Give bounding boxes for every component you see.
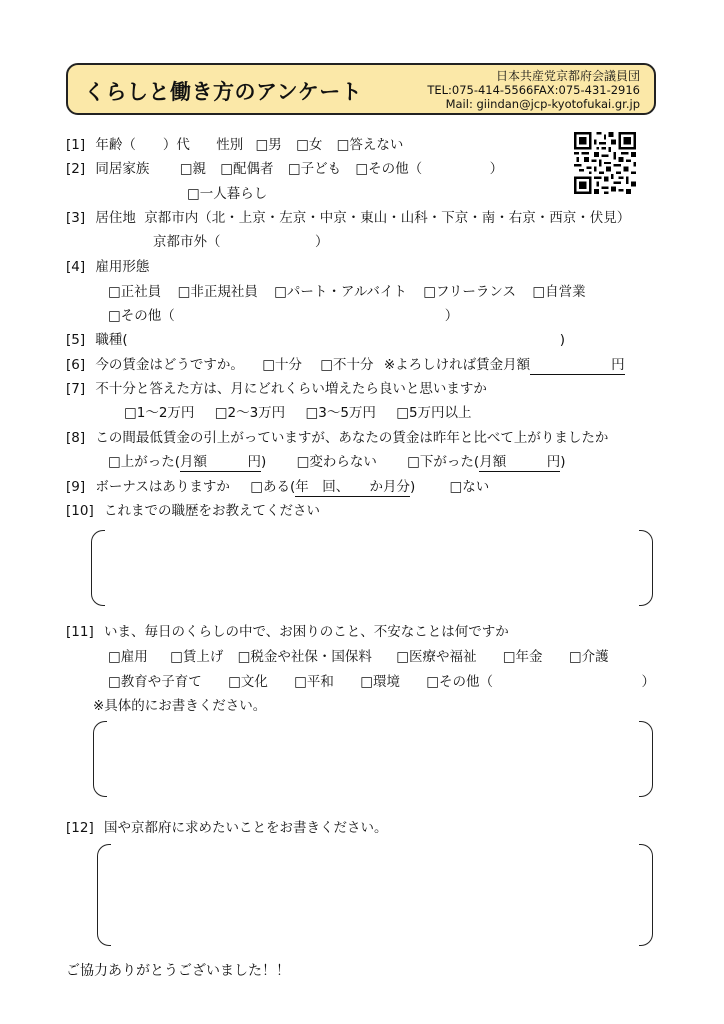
question-4: [66, 258, 149, 276]
question-number: [3]: [66, 210, 86, 226]
occupation-field[interactable]: 職種( ): [95, 332, 565, 348]
question-number: [5]: [66, 332, 86, 348]
concern-peace-checkbox[interactable]: □平和: [294, 674, 334, 690]
wage-up-checkbox[interactable]: □上がった(: [108, 454, 181, 470]
question-number: [2]: [66, 161, 86, 177]
paren: ): [560, 454, 566, 470]
wage-note: ※よろしければ賃金月額: [383, 357, 531, 373]
concern-pension-checkbox[interactable]: □年金: [502, 649, 543, 665]
question-11: [66, 623, 509, 641]
employment-regular-checkbox[interactable]: □正社員: [108, 284, 162, 300]
bracket-left: [93, 721, 107, 797]
question-label: 同居家族: [95, 161, 150, 177]
question-8: [66, 429, 608, 447]
employment-nonregular-checkbox[interactable]: □非正規社員: [177, 284, 258, 300]
wage-not-enough-checkbox[interactable]: □不十分: [320, 357, 374, 373]
concern-education-checkbox[interactable]: □教育や子育て: [108, 674, 202, 690]
gender-label: 性別: [216, 137, 244, 153]
bonus-yes-checkbox[interactable]: □ある(: [250, 479, 296, 495]
wage-down-checkbox[interactable]: □下がった(: [407, 454, 480, 470]
concern-care-checkbox[interactable]: □介護: [568, 649, 609, 665]
concern-culture-checkbox[interactable]: □文化: [228, 674, 268, 690]
question-number: [8]: [66, 430, 86, 446]
bonus-detail-field[interactable]: 年 回、 か月分: [295, 479, 410, 495]
bracket-left: [91, 530, 105, 606]
concern-options-row2: [108, 673, 655, 691]
question-number: [12]: [66, 820, 94, 836]
concern-details-textarea[interactable]: [93, 721, 653, 797]
question-number: [6]: [66, 357, 86, 373]
paren: ): [409, 479, 416, 495]
question-10: [66, 502, 320, 520]
concern-options-row1: [108, 648, 609, 666]
bracket-right: [639, 844, 653, 946]
gender-no-answer-checkbox[interactable]: □答えない: [336, 137, 404, 153]
concern-note: ※具体的にお書きください。: [93, 698, 267, 714]
bracket-right: [639, 721, 653, 797]
question-label: 居住地: [95, 210, 136, 226]
question-label: この間最低賃金の引上がっていますが、あなたの賃金は昨年と比べて上がりましたか: [95, 430, 609, 446]
question-label: 国や京都府に求めたいことをお書きください。: [104, 820, 388, 836]
question-number: [10]: [66, 503, 94, 519]
family-parent-checkbox[interactable]: □親: [179, 161, 206, 177]
employment-other-checkbox[interactable]: □その他（ ）: [108, 308, 459, 324]
question-label: いま、毎日のくらしの中で、お困りのこと、不安なことは何ですか: [104, 624, 509, 640]
bracket-left: [97, 844, 111, 946]
concern-medical-checkbox[interactable]: □医療や福祉: [396, 649, 477, 665]
question-number: [1]: [66, 137, 86, 153]
requests-textarea[interactable]: [97, 844, 653, 946]
gender-male-checkbox[interactable]: □男: [255, 137, 282, 153]
concern-environment-checkbox[interactable]: □環境: [360, 674, 400, 690]
question-3: [66, 209, 630, 227]
header-banner: [66, 63, 656, 115]
family-other-checkbox[interactable]: □その他（ ）: [355, 161, 504, 177]
employment-parttime-checkbox[interactable]: □パート・アルバイト: [274, 284, 407, 300]
residence-out-city-option[interactable]: 京都市外（ ）: [153, 234, 329, 250]
paren: ): [261, 454, 267, 470]
question-label: これまでの職歴をお教えてください: [104, 503, 321, 519]
question-9: [66, 478, 489, 497]
wage-change-options: [108, 453, 565, 472]
bracket-right: [639, 530, 653, 606]
wage-amount-field[interactable]: 円: [530, 357, 625, 373]
thanks-message: ご協力ありがとうございました！！: [66, 963, 290, 979]
question-12: [66, 819, 388, 837]
page-title: くらしと働き方のアンケート: [84, 80, 363, 104]
concern-tax-checkbox[interactable]: □税金や社保・国保料: [237, 649, 372, 665]
concern-wage-checkbox[interactable]: □賃上げ: [170, 649, 224, 665]
increase-3-5-checkbox[interactable]: □3～5万円: [305, 405, 376, 421]
gender-female-checkbox[interactable]: □女: [296, 137, 323, 153]
increase-5plus-checkbox[interactable]: □5万円以上: [396, 405, 472, 421]
increase-1-2-checkbox[interactable]: □1～2万円: [124, 405, 195, 421]
question-label: 雇用形態: [95, 259, 150, 275]
wage-up-amount-field[interactable]: 月額 円: [180, 454, 262, 470]
residence-in-city-option[interactable]: 京都市内（北・上京・左京・中京・東山・山科・下京・南・右京・西京・伏見）: [144, 210, 631, 226]
org-mail: Mail: giindan@jcp-kyotofukai.gr.jp: [445, 97, 640, 111]
question-6: [66, 356, 625, 375]
question-number: [7]: [66, 381, 86, 397]
org-tel-fax: TEL:075-414-5566FAX:075-431-2916: [427, 83, 640, 97]
employment-freelance-checkbox[interactable]: □フリーランス: [423, 284, 517, 300]
family-alone-checkbox[interactable]: □一人暮らし: [187, 186, 268, 202]
question-label: ボーナスはありますか: [95, 479, 230, 495]
bonus-no-checkbox[interactable]: □ない: [449, 479, 490, 495]
question-label: 不十分と答えた方は、月にどれくらい増えたら良いと思いますか: [95, 381, 487, 397]
wage-enough-checkbox[interactable]: □十分: [262, 357, 302, 373]
question-1: [66, 136, 403, 154]
wage-down-amount-field[interactable]: 月額 円: [479, 454, 561, 470]
increase-2-3-checkbox[interactable]: □2～3万円: [214, 405, 286, 421]
question-number: [4]: [66, 259, 86, 275]
work-history-textarea[interactable]: [91, 530, 653, 606]
family-child-checkbox[interactable]: □子ども: [287, 161, 342, 177]
family-spouse-checkbox[interactable]: □配偶者: [220, 161, 274, 177]
question-label: 今の賃金はどうですか。: [95, 357, 244, 373]
concern-employment-checkbox[interactable]: □雇用: [108, 649, 148, 665]
qr-code-icon[interactable]: [574, 132, 636, 194]
question-number: [11]: [66, 624, 94, 640]
question-5: [66, 331, 565, 349]
age-field[interactable]: 年齢（ ）代: [95, 137, 190, 153]
org-name: 日本共産党京都府会議員団: [495, 69, 640, 83]
concern-other-checkbox[interactable]: □その他（ ）: [426, 674, 656, 690]
organization-info: [427, 69, 640, 111]
employment-selfemployed-checkbox[interactable]: □自営業: [532, 284, 586, 300]
question-7: [66, 380, 487, 398]
wage-increase-options: [124, 404, 472, 422]
question-number: [9]: [66, 479, 86, 495]
wage-same-checkbox[interactable]: □変わらない: [296, 454, 377, 470]
question-2: [66, 160, 503, 178]
employment-options: [108, 283, 586, 301]
